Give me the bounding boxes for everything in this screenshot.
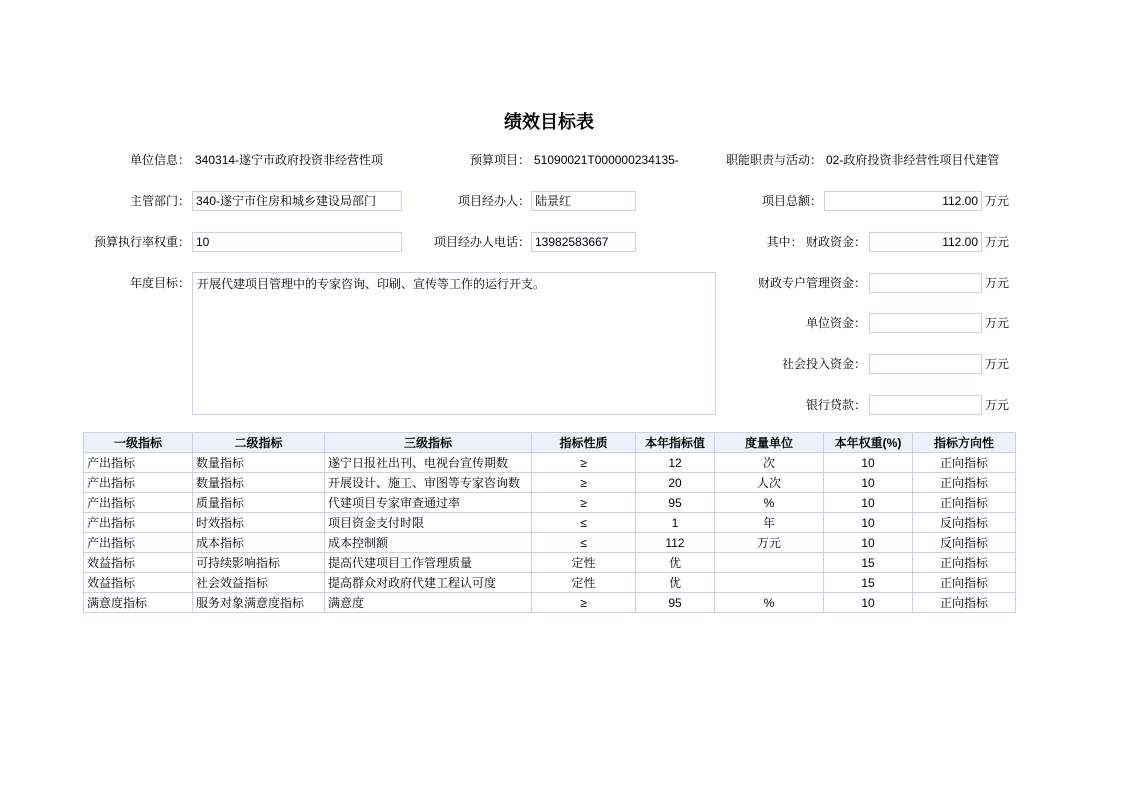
cell-nature[interactable]: ≥ [532, 473, 636, 493]
cell-nature[interactable]: 定性 [532, 553, 636, 573]
cell-level1[interactable]: 产出指标 [84, 453, 193, 473]
cell-level3[interactable]: 项目资金支付时限 [325, 513, 532, 533]
cell-direction[interactable]: 正向指标 [913, 573, 1016, 593]
cell-target-value[interactable]: 12 [636, 453, 715, 473]
manager-label: 项目经办人： [457, 194, 530, 208]
duty-label: 职能职责与活动： [725, 153, 822, 167]
goal-textarea[interactable]: 开展代建项目管理中的专家咨询、印刷、宣传等工作的运行开支。 [192, 272, 716, 415]
cell-weight[interactable]: 10 [824, 533, 913, 553]
cell-direction[interactable]: 正向指标 [913, 593, 1016, 613]
cell-nature[interactable]: 定性 [532, 573, 636, 593]
cell-weight[interactable]: 15 [824, 553, 913, 573]
cell-weight[interactable]: 15 [824, 573, 913, 593]
phone-label: 项目经办人电话： [433, 235, 530, 249]
cell-level3[interactable]: 代建项目专家审查通过率 [325, 493, 532, 513]
cell-target-value[interactable]: 95 [636, 593, 715, 613]
cell-level2[interactable]: 数量指标 [193, 453, 325, 473]
fiscal-label: 其中： 财政资金： [766, 235, 866, 249]
social-fund-field[interactable] [869, 354, 982, 374]
cell-direction[interactable]: 反向指标 [913, 533, 1016, 553]
cell-nature[interactable]: ≥ [532, 453, 636, 473]
cell-level2[interactable]: 数量指标 [193, 473, 325, 493]
unit-info-value: 340314-遂宁市政府投资非经营性项 [195, 153, 384, 167]
cell-direction[interactable]: 正向指标 [913, 453, 1016, 473]
bank-loan-field[interactable] [869, 395, 982, 415]
table-row [84, 473, 1016, 493]
cell-level3[interactable]: 成本控制额 [325, 533, 532, 553]
cell-measure-unit[interactable] [715, 553, 824, 573]
cell-level2[interactable]: 社会效益指标 [193, 573, 325, 593]
cell-measure-unit[interactable] [715, 573, 824, 593]
cell-target-value[interactable]: 优 [636, 553, 715, 573]
cell-direction[interactable]: 正向指标 [913, 493, 1016, 513]
cell-nature[interactable]: ≥ [532, 493, 636, 513]
unit-fund-unit: 万元 [985, 316, 1010, 330]
cell-level1[interactable]: 满意度指标 [84, 593, 193, 613]
cell-nature[interactable]: ≤ [532, 533, 636, 553]
goal-label: 年度目标： [129, 276, 190, 290]
cell-measure-unit[interactable]: 万元 [715, 533, 824, 553]
special-fund-label: 财政专户管理资金： [757, 276, 866, 290]
cell-measure-unit[interactable]: 次 [715, 453, 824, 473]
cell-nature[interactable]: ≥ [532, 593, 636, 613]
table-row [84, 593, 1016, 613]
cell-weight[interactable]: 10 [824, 453, 913, 473]
cell-weight[interactable]: 10 [824, 473, 913, 493]
table-row [84, 553, 1016, 573]
table-header-row [84, 433, 1016, 453]
cell-level2[interactable]: 服务对象满意度指标 [193, 593, 325, 613]
cell-target-value[interactable]: 95 [636, 493, 715, 513]
header-target-value: 本年指标值 [636, 433, 715, 453]
cell-level3[interactable]: 提高群众对政府代建工程认可度 [325, 573, 532, 593]
cell-weight[interactable]: 10 [824, 493, 913, 513]
fiscal-field[interactable]: 112.00 [869, 232, 982, 252]
weight-label: 预算执行率权重： [93, 235, 190, 249]
social-fund-label: 社会投入资金： [781, 357, 866, 371]
total-field[interactable]: 112.00 [824, 191, 982, 211]
total-label: 项目总额： [761, 194, 822, 208]
cell-measure-unit[interactable]: % [715, 593, 824, 613]
special-fund-unit: 万元 [985, 276, 1010, 290]
cell-target-value[interactable]: 1 [636, 513, 715, 533]
cell-measure-unit[interactable]: % [715, 493, 824, 513]
cell-measure-unit[interactable]: 人次 [715, 473, 824, 493]
cell-measure-unit[interactable]: 年 [715, 513, 824, 533]
header-level3: 三级指标 [325, 433, 532, 453]
cell-level1[interactable]: 产出指标 [84, 493, 193, 513]
cell-weight[interactable]: 10 [824, 593, 913, 613]
cell-level1[interactable]: 效益指标 [84, 573, 193, 593]
header-level2: 二级指标 [193, 433, 325, 453]
unit-fund-label: 单位资金： [805, 316, 866, 330]
table-row [84, 533, 1016, 553]
table-row [84, 493, 1016, 513]
bank-loan-label: 银行贷款： [805, 398, 866, 412]
header-nature: 指标性质 [532, 433, 636, 453]
unit-fund-field[interactable] [869, 313, 982, 333]
special-fund-field[interactable] [869, 273, 982, 293]
cell-level2[interactable]: 时效指标 [193, 513, 325, 533]
total-unit: 万元 [985, 194, 1010, 208]
budget-item-value: 51090021T000000234135- [534, 153, 679, 167]
table-row [84, 513, 1016, 533]
bank-loan-unit: 万元 [985, 398, 1010, 412]
cell-level2[interactable]: 质量指标 [193, 493, 325, 513]
header-measure-unit: 度量单位 [715, 433, 824, 453]
dept-label: 主管部门： [129, 194, 190, 208]
unit-info-label: 单位信息： [129, 153, 190, 167]
cell-target-value[interactable]: 112 [636, 533, 715, 553]
manager-field[interactable]: 陆景红 [531, 191, 636, 211]
cell-level3[interactable]: 开展设计、施工、审图等专家咨询数 [325, 473, 532, 493]
indicator-table [83, 432, 1016, 613]
phone-field[interactable]: 13982583667 [531, 232, 636, 252]
page-title: 绩效目标表 [504, 112, 594, 132]
header-direction: 指标方向性 [913, 433, 1016, 453]
cell-level3[interactable]: 满意度 [325, 593, 532, 613]
duty-value: 02-政府投资非经营性项目代建管 [826, 153, 1000, 167]
social-fund-unit: 万元 [985, 357, 1010, 371]
cell-level3[interactable]: 提高代建项目工作管理质量 [325, 553, 532, 573]
cell-level1[interactable]: 产出指标 [84, 533, 193, 553]
cell-level2[interactable]: 成本指标 [193, 533, 325, 553]
cell-level1[interactable]: 效益指标 [84, 553, 193, 573]
cell-target-value[interactable]: 优 [636, 573, 715, 593]
cell-target-value[interactable]: 20 [636, 473, 715, 493]
cell-level1[interactable]: 产出指标 [84, 473, 193, 493]
fiscal-unit: 万元 [985, 235, 1010, 249]
header-level1: 一级指标 [84, 433, 193, 453]
cell-direction[interactable]: 正向指标 [913, 553, 1016, 573]
cell-direction[interactable]: 反向指标 [913, 513, 1016, 533]
budget-item-label: 预算项目： [469, 153, 530, 167]
weight-field[interactable]: 10 [192, 232, 402, 252]
dept-field[interactable]: 340-遂宁市住房和城乡建设局部门 [192, 191, 402, 211]
cell-direction[interactable]: 正向指标 [913, 473, 1016, 493]
header-weight: 本年权重(%) [824, 433, 913, 453]
cell-level3[interactable]: 遂宁日报社出刊、电视台宣传期数 [325, 453, 532, 473]
table-row [84, 453, 1016, 473]
table-row [84, 573, 1016, 593]
cell-weight[interactable]: 10 [824, 513, 913, 533]
cell-nature[interactable]: ≤ [532, 513, 636, 533]
cell-level2[interactable]: 可持续影响指标 [193, 553, 325, 573]
cell-level1[interactable]: 产出指标 [84, 513, 193, 533]
